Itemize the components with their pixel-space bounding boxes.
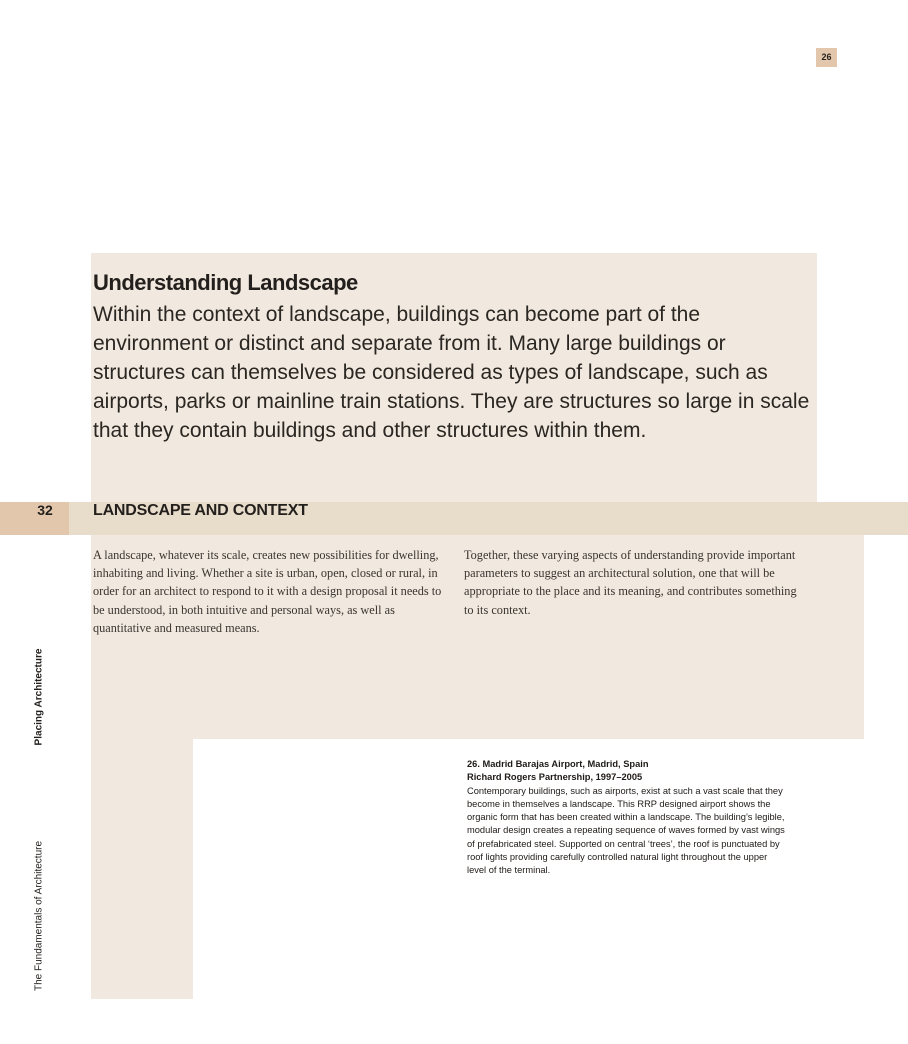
figure-caption xyxy=(467,758,785,878)
body-column-1: A landscape, whatever its scale, creates new possibilities for dwelling, inhabiting and living. Whether a site is urban, open, closed or rural, in order for an architect to respond to it with a design proposal it needs to be understood, in both intuitive and personal ways, as well as quantitative and measured means. xyxy=(93,548,442,635)
caption-text: Contemporary buildings, such as airports, exist at such a vast scale that they become in themselves a landscape. This RRP designed airport shows the organic form that has been created within a landscape. The building’s legible, modular design creates a repeating sequence of waves formed by vast wings of prefabricated steel. Supported on central ‘trees’, the roof is punctuated by roof lights providing carefully controlled natural light throughout the upper level of the terminal. xyxy=(467,785,785,876)
body-column-2: Together, these varying aspects of understanding provide important parameters to suggest an architectural solution, one that will be appropriate to the place and its meaning, and contributes something to its context. xyxy=(464,548,797,617)
figure-number-badge: 26 xyxy=(816,48,837,67)
intro-title: Understanding Landscape xyxy=(93,270,358,295)
section-title: LANDSCAPE AND CONTEXT xyxy=(93,502,308,519)
intro-text: Within the context of landscape, buildings can become part of the environment or distinct and separate from it. Many large buildings or structures can themselves be considered as types of landscape, such as airports, parks or mainline train stations. They are structures so large in scale that they contain buildings and other structures within them. xyxy=(93,303,810,442)
page-number: 32 xyxy=(37,502,53,518)
caption-title-line-1: 26. Madrid Barajas Airport, Madrid, Spain xyxy=(467,759,649,769)
sidebar-book-title: The Fundamentals of Architecture xyxy=(33,840,45,992)
sidebar-chapter-label: Placing Architecture xyxy=(33,648,45,746)
caption-title-line-2: Richard Rogers Partnership, 1997–2005 xyxy=(467,772,643,783)
